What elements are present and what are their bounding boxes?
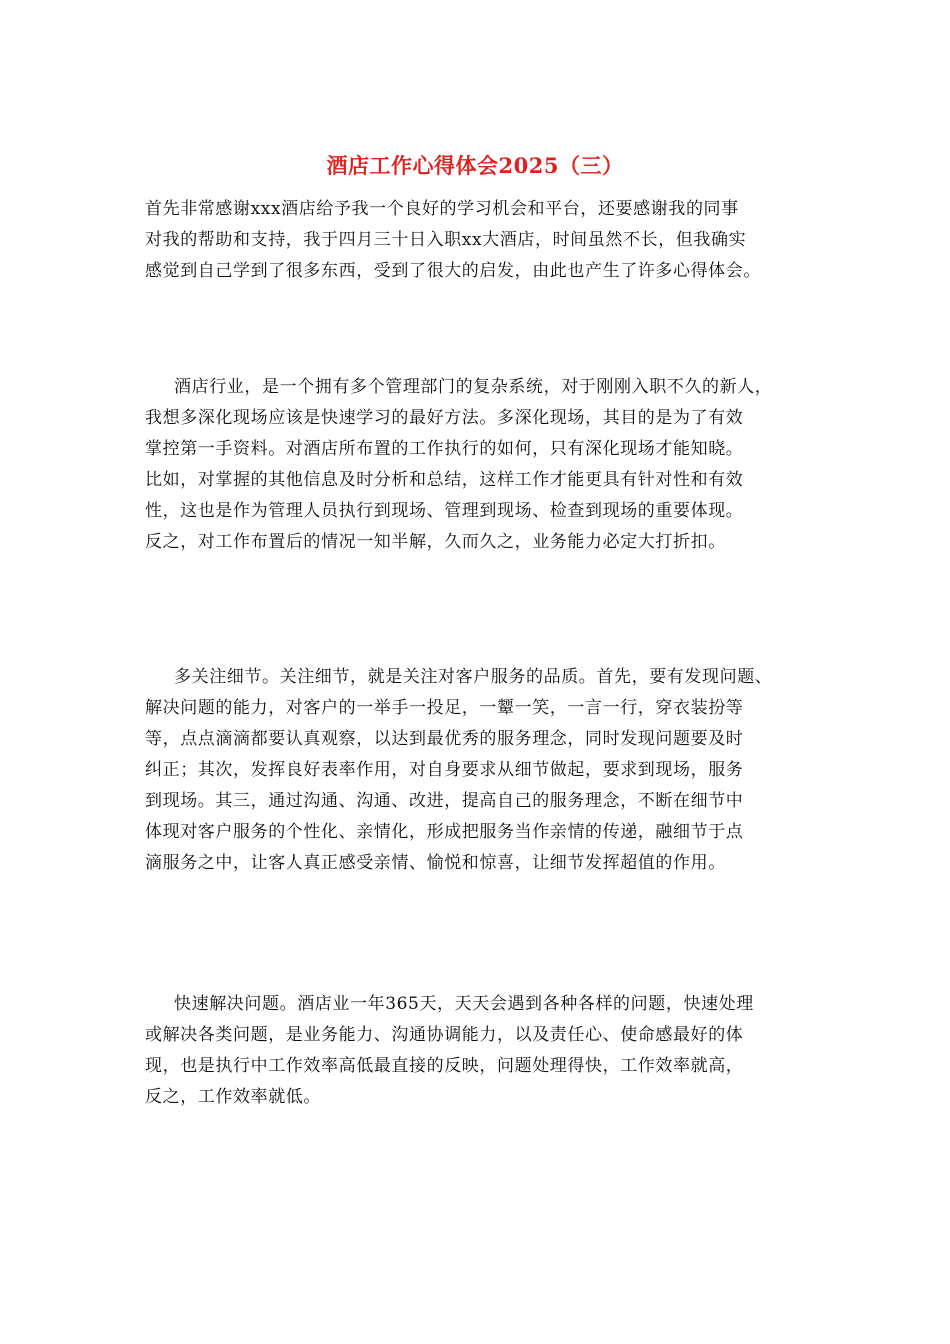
text-line: 到现场。其三，通过沟通、沟通、改进，提高自己的服务理念，不断在细节中 [145,791,744,811]
paragraph-deepen-site [145,372,825,558]
text-line: 纠正；其次，发挥良好表率作用，对自身要求从细节做起，要求到现场，服务 [145,760,744,780]
text-line: 多关注细节。关注细节，就是关注对客户服务的品质。首先，要有发现问题、 [174,667,773,687]
text-line: 解决问题的能力，对客户的一举手一投足，一颦一笑，一言一行，穿衣装扮等 [145,698,744,718]
text-line: 快速解决问题。酒店业一年365天，天天会遇到各种各样的问题，快速处理 [174,994,754,1014]
text-line: 比如，对掌握的其他信息及时分析和总结，这样工作才能更具有针对性和有效 [145,470,744,490]
text-line: 体现对客户服务的个性化、亲情化，形成把服务当作亲情的传递，融细节于点 [145,822,744,842]
text-line: 现，也是执行中工作效率高低最直接的反映，问题处理得快，工作效率就高， [145,1056,744,1076]
text-line: 掌控第一手资料。对酒店所布置的工作执行的如何，只有深化现场才能知晓。 [145,439,744,459]
paragraph-intro [145,194,825,287]
text-line: 反之，工作效率就低。 [145,1087,321,1107]
paragraph-problem-solving [145,989,825,1113]
text-line: 或解决各类问题，是业务能力、沟通协调能力，以及责任心、使命感最好的体 [145,1025,744,1045]
text-line: 对我的帮助和支持，我于四月三十日入职xx大酒店，时间虽然不长，但我确实 [145,230,747,250]
text-line: 滴服务之中，让客人真正感受亲情、愉悦和惊喜，让细节发挥超值的作用。 [145,853,726,873]
text-line: 性，这也是作为管理人员执行到现场、管理到现场、检查到现场的重要体现。 [145,501,744,521]
text-line: 首先非常感谢xxx酒店给予我一个良好的学习机会和平台，还要感谢我的同事 [145,199,739,219]
paragraph-details [145,662,825,879]
text-line: 我想多深化现场应该是快速学习的最好方法。多深化现场，其目的是为了有效 [145,408,744,428]
text-line: 感觉到自己学到了很多东西，受到了很大的启发，由此也产生了许多心得体会。 [145,261,761,281]
text-line: 反之，对工作布置后的情况一知半解，久而久之，业务能力必定大打折扣。 [145,532,726,552]
text-line: 酒店行业，是一个拥有多个管理部门的复杂系统，对于刚刚入职不久的新人， [174,377,773,397]
document-title: 酒店工作心得体会2025（三） [326,153,624,178]
text-line: 等，点点滴滴都要认真观察，以达到最优秀的服务理念，同时发现问题要及时 [145,729,744,749]
